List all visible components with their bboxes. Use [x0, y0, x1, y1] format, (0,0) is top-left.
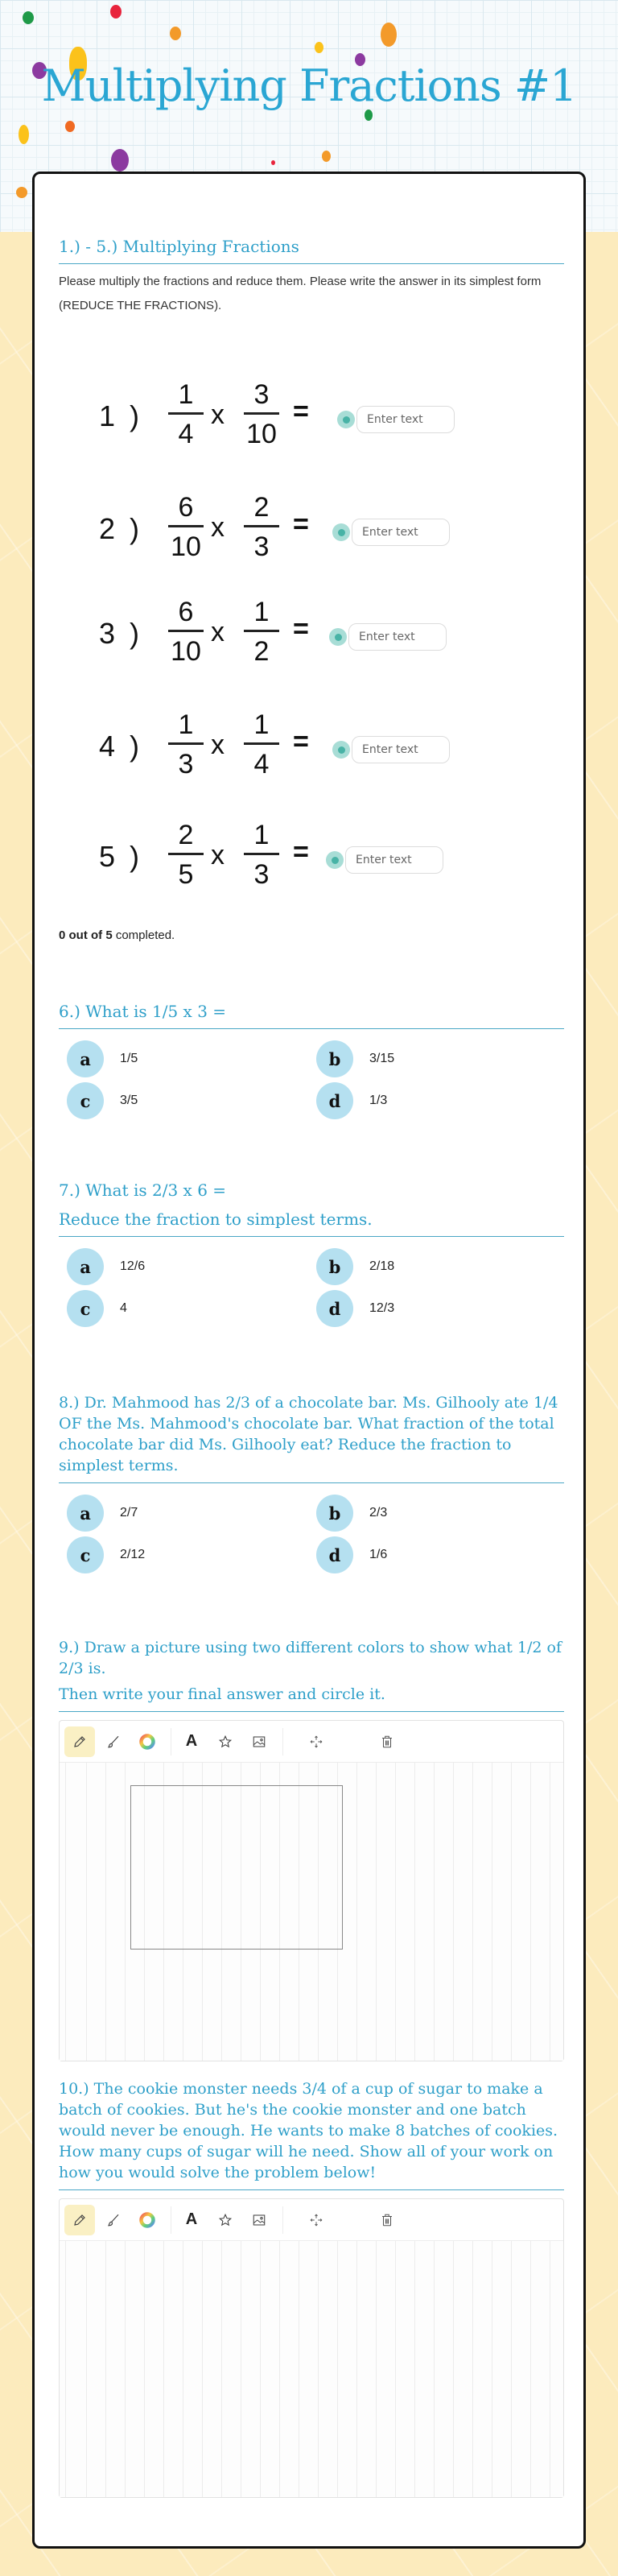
problem-3: [67, 593, 501, 673]
brush-icon: [106, 2213, 121, 2227]
splat-orange-icon: [170, 27, 181, 40]
option-b[interactable]: [316, 1495, 566, 1532]
option-c[interactable]: [67, 1082, 316, 1119]
option-d[interactable]: [316, 1082, 566, 1119]
toolbar-divider: [282, 1728, 283, 1755]
move-icon: [309, 1735, 323, 1749]
option-text: 2/3: [369, 1506, 388, 1520]
input-marker-icon: [332, 741, 350, 759]
section-title: 1.) - 5.) Multiplying Fractions: [59, 236, 564, 264]
option-b[interactable]: [316, 1040, 566, 1077]
option-letter: d: [316, 1536, 353, 1573]
option-letter: a: [67, 1040, 104, 1077]
drawing-canvas[interactable]: [60, 2241, 563, 2497]
trash-icon: [380, 2213, 394, 2227]
drawing-canvas[interactable]: [60, 1763, 563, 2061]
denominator: 4: [253, 749, 270, 779]
times-sign: x: [211, 840, 225, 870]
answer-field: [332, 519, 450, 546]
brush-icon: [106, 1735, 121, 1749]
option-letter: d: [316, 1082, 353, 1119]
denominator: 10: [171, 636, 201, 667]
splat-red-icon: [110, 5, 122, 19]
option-text: 2/18: [369, 1259, 395, 1273]
option-c[interactable]: [67, 1536, 316, 1573]
question-title: 10.) The cookie monster needs 3/4 of a cup of sugar to make a batch of cookies. But he's the cookie monster and one batch would never be enough. He wants to make 8 batches of cookies. How many cups of sugar will he need. Show all of your work on how you would solve the problem below!: [59, 2078, 564, 2190]
image-icon: [252, 1735, 266, 1749]
splat-orange-icon: [322, 151, 331, 162]
numerator: 3: [253, 379, 270, 410]
option-letter: b: [316, 1040, 353, 1077]
splat-orange-icon: [381, 23, 397, 47]
answer-options: [59, 1248, 564, 1327]
input-marker-icon: [337, 411, 355, 428]
color-picker-tool[interactable]: [132, 1726, 163, 1757]
denominator: 5: [178, 859, 194, 890]
question-9: [59, 1637, 564, 2061]
numerator: 1: [253, 820, 270, 850]
answer-field: [332, 736, 450, 763]
splat-purple-icon: [111, 149, 129, 172]
question-10: [59, 2078, 564, 2498]
image-tool[interactable]: [244, 2205, 274, 2235]
numerator: 1: [253, 709, 270, 740]
option-text: 1/6: [369, 1548, 388, 1561]
brush-tool[interactable]: [98, 1726, 129, 1757]
fraction-b: [244, 491, 279, 563]
times-sign: x: [211, 399, 225, 430]
denominator: 4: [178, 419, 194, 449]
denominator: 3: [253, 531, 270, 562]
question-7: [59, 1180, 564, 1327]
option-text: 3/5: [120, 1094, 138, 1107]
question-line: Then write your final answer and circle it.: [59, 1685, 385, 1703]
splat-orange-icon: [65, 121, 75, 132]
option-text: 12/6: [120, 1259, 146, 1273]
brush-tool[interactable]: [98, 2205, 129, 2235]
equals-sign: =: [293, 614, 309, 644]
image-tool[interactable]: [244, 1726, 274, 1757]
splat-green-icon: [365, 110, 373, 121]
numerator: 6: [178, 597, 194, 627]
splat-red-icon: [271, 160, 275, 165]
option-d[interactable]: [316, 1290, 566, 1327]
option-b[interactable]: [316, 1248, 566, 1285]
denominator: 10: [171, 531, 201, 562]
instructions-text: Please multiply the fractions and reduce them. Please write the answer in its simplest form: [59, 275, 542, 288]
drawn-rectangle[interactable]: [130, 1785, 343, 1950]
page-title-text: Multiplying Fractions #1: [41, 60, 577, 111]
color-picker-tool[interactable]: [132, 2205, 163, 2235]
trash-icon: [380, 1735, 394, 1749]
page-title: [0, 60, 618, 111]
text-icon: A: [185, 2210, 198, 2228]
splat-yellow-icon: [315, 42, 323, 53]
shape-tool[interactable]: [210, 2205, 241, 2235]
drawing-toolbar: [60, 2199, 563, 2241]
question-6: [59, 1001, 564, 1119]
text-tool[interactable]: [176, 1726, 207, 1757]
times-sign: x: [211, 617, 225, 647]
answer-field: [326, 846, 443, 874]
equals-sign: =: [293, 837, 309, 867]
instructions: [59, 272, 564, 316]
text-icon: A: [185, 1732, 198, 1750]
question-title: [59, 1637, 564, 1712]
times-sign: x: [211, 730, 225, 760]
toolbar-divider: [282, 2206, 283, 2234]
option-a[interactable]: [67, 1248, 316, 1285]
problem-number: 4 ): [99, 730, 143, 763]
option-letter: a: [67, 1248, 104, 1285]
numerator: 1: [253, 597, 270, 627]
fraction-b: [244, 819, 279, 891]
splat-yellow-icon: [19, 125, 29, 144]
option-a[interactable]: [67, 1040, 316, 1077]
question-line: 9.) Draw a picture using two different colors to show what 1/2 of 2/3 is.: [59, 1639, 562, 1677]
question-line: Reduce the fraction to simplest terms.: [59, 1209, 373, 1229]
question-title: 8.) Dr. Mahmood has 2/3 of a chocolate bar. Ms. Gilhooly ate 1/4 OF the Ms. Mahmood's chocolate bar. What fraction of the total chocolate bar did Ms. Gilhooly eat? Reduce the fraction to simplest terms.: [59, 1392, 564, 1483]
answer-input-1[interactable]: [356, 406, 455, 433]
shape-tool[interactable]: [210, 1726, 241, 1757]
answer-options: [59, 1040, 564, 1119]
drawing-area: [59, 1720, 564, 2061]
fraction-b: [244, 709, 279, 780]
star-icon: [218, 1735, 233, 1749]
option-text: 1/5: [120, 1052, 138, 1065]
option-letter: d: [316, 1290, 353, 1327]
answer-field: [329, 623, 447, 651]
question-line: 7.) What is 2/3 x 6 =: [59, 1180, 227, 1200]
equals-sign: =: [293, 726, 309, 757]
move-tool[interactable]: [301, 2205, 332, 2235]
fraction-a: [168, 378, 204, 450]
star-icon: [218, 2213, 233, 2227]
option-text: 3/15: [369, 1052, 395, 1065]
option-letter: a: [67, 1495, 104, 1532]
pencil-icon: [72, 2213, 87, 2227]
numerator: 6: [178, 492, 194, 523]
numerator: 2: [253, 492, 270, 523]
times-sign: x: [211, 512, 225, 543]
problem-4: [67, 705, 501, 786]
fraction-a: [168, 709, 204, 780]
option-a[interactable]: [67, 1495, 316, 1532]
section-multiplying-fractions: [59, 236, 564, 316]
option-text: 2/12: [120, 1548, 146, 1561]
input-marker-icon: [329, 628, 347, 646]
problem-1: [67, 375, 501, 456]
question-title: [59, 1180, 564, 1237]
option-letter: c: [67, 1536, 104, 1573]
text-tool[interactable]: [176, 2205, 207, 2235]
splat-orange-icon: [16, 187, 27, 198]
pencil-tool[interactable]: [64, 2205, 95, 2235]
color-wheel-icon: [139, 2212, 155, 2228]
denominator: 10: [246, 419, 277, 449]
problem-number: 5 ): [99, 840, 143, 873]
option-text: 12/3: [369, 1301, 395, 1315]
option-letter: c: [67, 1290, 104, 1327]
completion-suffix: completed.: [112, 928, 175, 942]
problem-number: 1 ): [99, 399, 143, 432]
numerator: 2: [178, 820, 194, 850]
delete-tool[interactable]: [372, 1726, 402, 1757]
input-marker-icon: [332, 523, 350, 541]
answer-input-3[interactable]: [348, 623, 447, 651]
equals-sign: =: [293, 509, 309, 540]
option-letter: b: [316, 1248, 353, 1285]
drawing-toolbar: [60, 1721, 563, 1763]
splat-green-icon: [23, 11, 34, 24]
fraction-a: [168, 491, 204, 563]
fraction-b: [244, 596, 279, 668]
equals-sign: =: [293, 396, 309, 427]
problem-5: [67, 816, 501, 896]
completion-status: [59, 928, 175, 942]
answer-input-5[interactable]: [345, 846, 443, 874]
denominator: 3: [178, 749, 194, 779]
option-text: 1/3: [369, 1094, 388, 1107]
option-d[interactable]: [316, 1536, 566, 1573]
denominator: 3: [253, 859, 270, 890]
answer-input-2[interactable]: [352, 519, 450, 546]
worksheet-card: [32, 172, 586, 2549]
question-8: [59, 1392, 564, 1573]
answer-options: [59, 1495, 564, 1573]
instructions-reduce: (REDUCE THE FRACTIONS).: [59, 299, 222, 312]
option-letter: c: [67, 1082, 104, 1119]
delete-tool[interactable]: [372, 2205, 402, 2235]
option-text: 4: [120, 1301, 127, 1315]
answer-field: [337, 406, 455, 433]
numerator: 1: [178, 709, 194, 740]
color-wheel-icon: [139, 1734, 155, 1750]
numerator: 1: [178, 379, 194, 410]
problem-number: 3 ): [99, 617, 143, 650]
denominator: 2: [253, 636, 270, 667]
problem-number: 2 ): [99, 512, 143, 545]
drawing-area: [59, 2198, 564, 2498]
pencil-tool[interactable]: [64, 1726, 95, 1757]
option-text: 2/7: [120, 1506, 138, 1520]
question-title: 6.) What is 1/5 x 3 =: [59, 1001, 564, 1029]
move-icon: [309, 2213, 323, 2227]
problem-2: [67, 488, 501, 569]
option-c[interactable]: [67, 1290, 316, 1327]
fraction-a: [168, 596, 204, 668]
fraction-b: [244, 378, 279, 450]
option-letter: b: [316, 1495, 353, 1532]
completion-count: 0 out of 5: [59, 928, 113, 942]
fraction-a: [168, 819, 204, 891]
answer-input-4[interactable]: [352, 736, 450, 763]
move-tool[interactable]: [301, 1726, 332, 1757]
image-icon: [252, 2213, 266, 2227]
pencil-icon: [72, 1735, 87, 1749]
input-marker-icon: [326, 851, 344, 869]
